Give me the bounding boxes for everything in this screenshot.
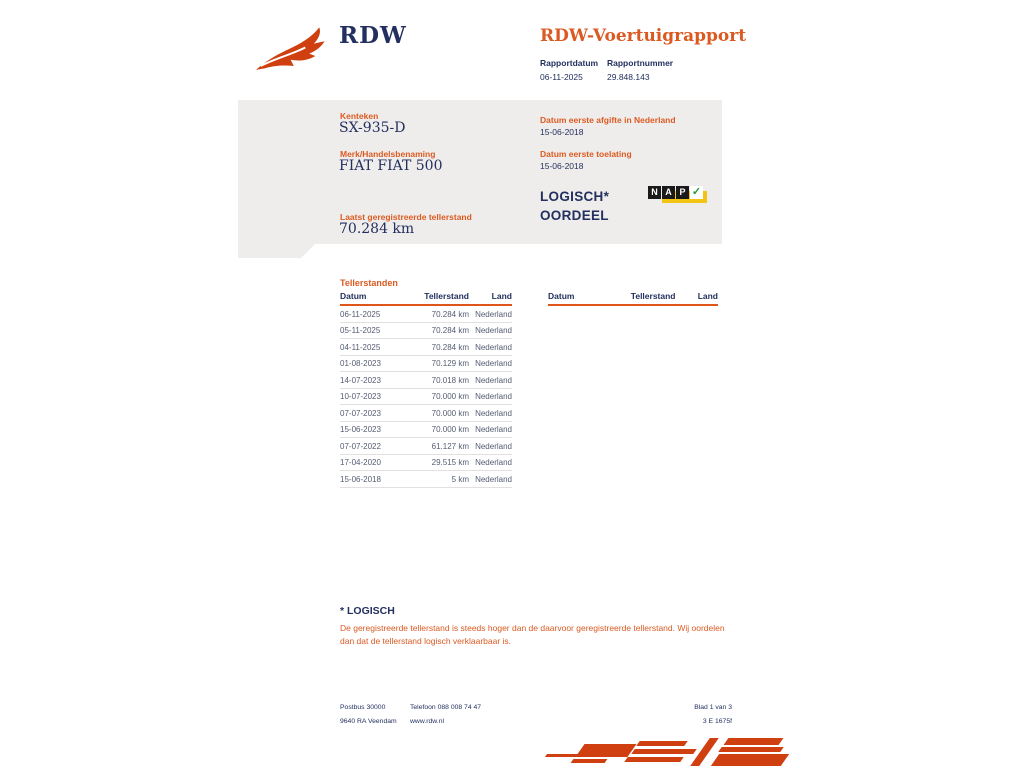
table-cell: Nederland — [475, 474, 512, 484]
decorative-stripes-graphic — [538, 736, 794, 768]
merk-value: FIAT FIAT 500 — [339, 158, 443, 174]
table-row — [340, 356, 512, 373]
table-cell: 06-11-2025 — [340, 309, 381, 319]
table-row — [340, 422, 512, 439]
kenteken-value: SX-935-D — [339, 120, 406, 136]
report-number-value: 29.848.143 — [607, 72, 650, 82]
table-row — [340, 455, 512, 472]
oordeel-line1: LOGISCH* — [540, 189, 610, 204]
table-header-row — [548, 291, 718, 306]
stripe — [575, 744, 636, 757]
table-cell: 70.000 km — [431, 392, 469, 401]
toelating-value: 15-06-2018 — [540, 161, 584, 171]
stripe — [724, 738, 784, 745]
footnote-text: De geregistreerde tellerstand is steeds hoger dan de daarvoor geregistreerde tellerstand. Wij oordelen dan dat de tellerstand logisch verklaarbaar is. — [340, 623, 725, 646]
table-row — [340, 471, 512, 488]
table-body — [340, 306, 512, 488]
footer-form-code: 3 E 1675f — [702, 718, 732, 725]
footer-address-line1: Postbus 30000 — [340, 704, 386, 711]
column-header-tellerstand: Tellerstand — [424, 291, 469, 301]
stripe — [631, 749, 697, 754]
table-row — [340, 323, 512, 340]
footer-page-indicator: Blad 1 van 3 — [694, 704, 732, 711]
tellerstanden-heading: Tellerstanden — [340, 278, 398, 288]
merk-label: Merk/Handelsbenaming — [340, 149, 436, 159]
table-cell: 10-07-2023 — [340, 392, 381, 401]
odometer-table-right — [548, 291, 718, 306]
table-cell: 14-07-2023 — [340, 375, 381, 385]
table-cell: 04-11-2025 — [340, 342, 381, 352]
table-row — [340, 306, 512, 323]
tellerstand-value: 70.284 km — [339, 221, 415, 237]
table-cell: 15-06-2018 — [340, 474, 381, 484]
table-cell: Nederland — [475, 359, 512, 368]
stripe — [636, 741, 688, 746]
afgifte-label: Datum eerste afgifte in Nederland — [540, 115, 676, 125]
table-row — [340, 405, 512, 422]
table-cell: 07-07-2023 — [340, 408, 381, 418]
stripe — [711, 754, 789, 766]
table-cell: 70.284 km — [431, 309, 469, 319]
stripe — [571, 759, 608, 763]
table-cell: Nederland — [475, 326, 512, 335]
table-cell: Nederland — [475, 342, 512, 352]
table-cell: Nederland — [475, 458, 512, 467]
footer-contact — [410, 701, 481, 729]
column-header-land: Land — [491, 291, 512, 301]
nap-check-icon: ✓ — [691, 186, 702, 198]
odometer-table-left — [340, 291, 512, 488]
table-cell: 07-07-2022 — [340, 441, 381, 451]
stripe — [718, 747, 784, 752]
report-number — [607, 58, 673, 82]
report-date-value: 06-11-2025 — [540, 72, 583, 82]
rdw-logo-text: RDW — [339, 22, 407, 49]
table-cell: 70.129 km — [431, 359, 469, 368]
footer-paging — [640, 701, 732, 729]
table-cell: Nederland — [475, 441, 512, 451]
stripe — [624, 757, 684, 762]
oordeel-status — [540, 187, 609, 225]
nap-letter-p: P — [676, 186, 689, 199]
column-header-tellerstand: Tellerstand — [630, 291, 676, 301]
footer-address-line2: 9640 RA Veendam — [340, 718, 397, 725]
footer-phone: Telefoon 088 008 74 47 — [410, 704, 482, 711]
table-cell: Nederland — [475, 375, 512, 385]
toelating-label: Datum eerste toelating — [540, 149, 632, 159]
report-number-label: Rapportnummer — [607, 58, 674, 68]
report-date-label: Rapportdatum — [540, 58, 599, 68]
nap-logo-icon — [648, 186, 708, 206]
footnote-heading: * LOGISCH — [340, 605, 395, 617]
table-header-row — [340, 291, 512, 306]
nap-letter-a: A — [662, 186, 675, 199]
table-cell: Nederland — [475, 392, 512, 401]
table-cell: 05-11-2025 — [340, 326, 381, 335]
vehicle-summary-panel-tab — [238, 244, 315, 258]
page-title: RDW-Voertuigrapport — [540, 26, 747, 46]
column-header-datum: Datum — [548, 291, 575, 301]
table-cell: 15-06-2023 — [340, 425, 381, 434]
table-row — [340, 339, 512, 356]
column-header-land: Land — [697, 291, 718, 301]
report-date — [540, 58, 598, 82]
table-row — [340, 372, 512, 389]
table-row — [340, 389, 512, 406]
table-row — [340, 438, 512, 455]
kenteken-label: Kenteken — [340, 111, 379, 121]
table-cell: Nederland — [475, 309, 512, 319]
table-cell: 70.284 km — [431, 326, 469, 335]
table-cell: Nederland — [475, 425, 512, 434]
table-cell: 70.000 km — [431, 408, 469, 418]
column-header-datum: Datum — [340, 291, 367, 301]
table-cell: Nederland — [475, 408, 512, 418]
table-cell: 01-08-2023 — [340, 359, 381, 368]
table-cell: 61.127 km — [431, 441, 469, 451]
tellerstand-label: Laatst geregistreerde tellerstand — [340, 212, 472, 222]
footer-address — [340, 701, 397, 729]
table-cell: 70.284 km — [431, 342, 469, 352]
table-cell: 17-04-2020 — [340, 458, 381, 467]
table-cell: 70.000 km — [431, 425, 469, 434]
nap-letter-n: N — [648, 186, 661, 199]
table-cell: 70.018 km — [431, 375, 469, 385]
rdw-wing-logo-icon — [254, 22, 332, 76]
afgifte-value: 15-06-2018 — [540, 127, 584, 137]
oordeel-line2: OORDEEL — [540, 208, 609, 223]
table-cell: 29.515 km — [431, 458, 469, 467]
table-cell: 5 km — [451, 474, 469, 484]
footer-website: www.rdw.nl — [410, 718, 444, 725]
